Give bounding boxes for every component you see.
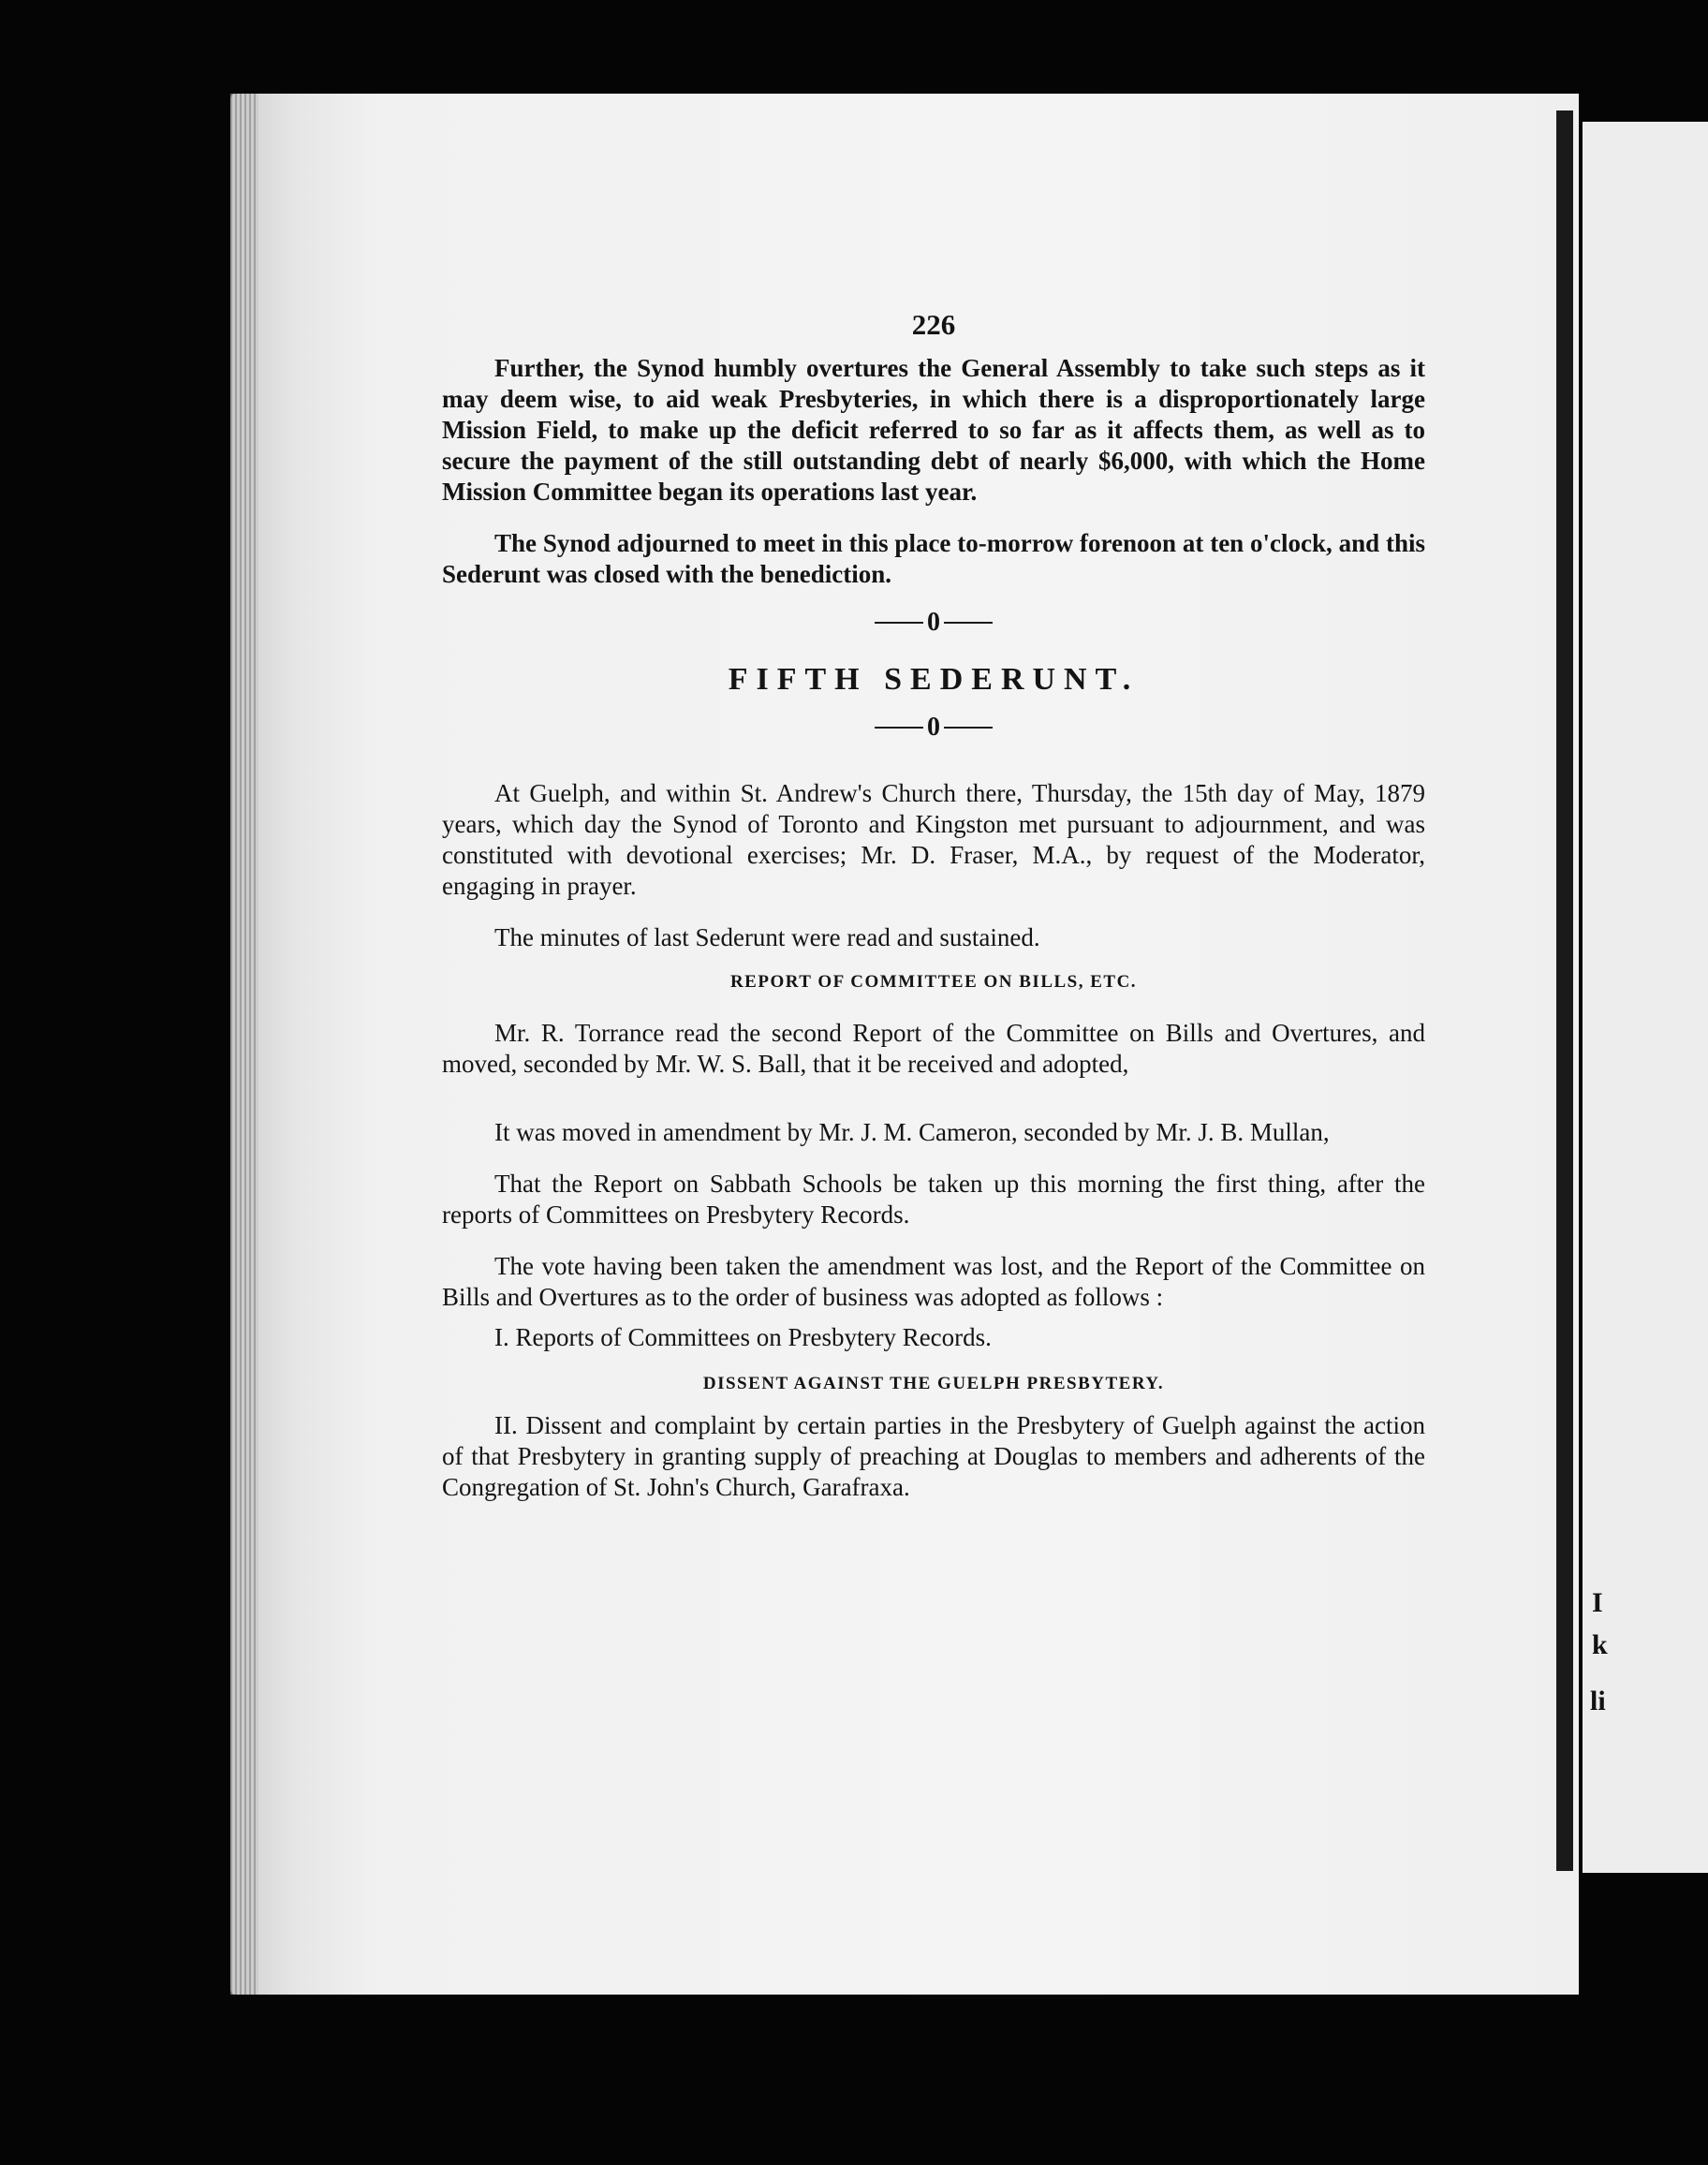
sederunt-paragraph: At Guelph, and within St. Andrew's Church there, Thursday, the 15th day of May, 1879 years, which day the Synod of Toronto and Kingston met pursuant to adjournment, and was constituted with devotional exercises; Mr. D. Fraser, M.A., by request of the Moderator, engaging in prayer. <box>442 779 1425 900</box>
page-number: 226 <box>911 308 956 341</box>
minutes-paragraph: The minutes of last Sederunt were read and sustained. <box>494 923 1040 951</box>
torrance-paragraph: Mr. R. Torrance read the second Report of the Committee on Bills and Overtures, and moved, seconded by Mr. W. S. Ball, that it be received and adopted, <box>442 1019 1425 1078</box>
adjournment-paragraph: The Synod adjourned to meet in this place to-morrow forenoon at ten o'clock, and this Sederunt was closed with the benediction. <box>442 529 1425 588</box>
divider-mark: 0 <box>927 608 940 637</box>
spacer <box>442 1080 1425 1117</box>
divider-line <box>875 727 923 729</box>
facing-page-fragment: k <box>1592 1629 1608 1660</box>
dissent-subheading: DISSENT AGAINST THE GUELPH PRESBYTERY. <box>702 1374 1165 1393</box>
divider-line <box>944 727 993 729</box>
divider-line <box>944 622 993 624</box>
section-heading: FIFTH SEDERUNT. <box>728 662 1140 697</box>
page-edge-shadow <box>1556 110 1573 1871</box>
order-item-1: I. Reports of Committees on Presbytery Records. <box>494 1323 992 1351</box>
vote-paragraph: The vote having been taken the amendment was lost, and the Report of the Committee on Bills and Overtures as to the order of business was adopted as follows : <box>442 1252 1425 1311</box>
spacer <box>442 508 1425 528</box>
divider-mark: 0 <box>927 713 940 742</box>
page-content <box>442 300 1425 1503</box>
divider-line <box>875 622 923 624</box>
bills-subheading: REPORT OF COMMITTEE ON BILLS, ETC. <box>729 972 1138 992</box>
dissent-paragraph: II. Dissent and complaint by certain parties in the Presbytery of Guelph against the action of that Presbytery in granting supply of preaching at Douglas to members and adherents of the Congregation of St. John's Church, Garafraxa. <box>442 1411 1425 1501</box>
spacer <box>442 1313 1425 1322</box>
spacer <box>442 759 1425 778</box>
page-gutter <box>230 94 258 1995</box>
section-divider <box>442 712 1425 743</box>
spacer <box>442 902 1425 922</box>
overture-paragraph: Further, the Synod humbly overtures the General Assembly to take such steps as it may deem wise, to aid weak Presbyteries, in which there is a disproportionately large Mission Field, to make up the deficit referred to so far as it affects them, as well as to secure the payment of the still outstanding debt of nearly $6,000, with which the Home Mission Committee began its operations last year. <box>442 354 1425 506</box>
facing-page-fragment: I <box>1592 1587 1603 1618</box>
section-divider <box>442 607 1425 638</box>
spacer <box>442 1148 1425 1169</box>
spacer <box>442 1230 1425 1251</box>
facing-page-fragment: li <box>1590 1686 1606 1716</box>
amendment-paragraph: It was moved in amendment by Mr. J. M. Cameron, seconded by Mr. J. B. Mullan, <box>494 1118 1330 1146</box>
sabbath-schools-paragraph: That the Report on Sabbath Schools be taken up this morning the first thing, after the reports of Committees on Presbytery Records. <box>442 1170 1425 1229</box>
